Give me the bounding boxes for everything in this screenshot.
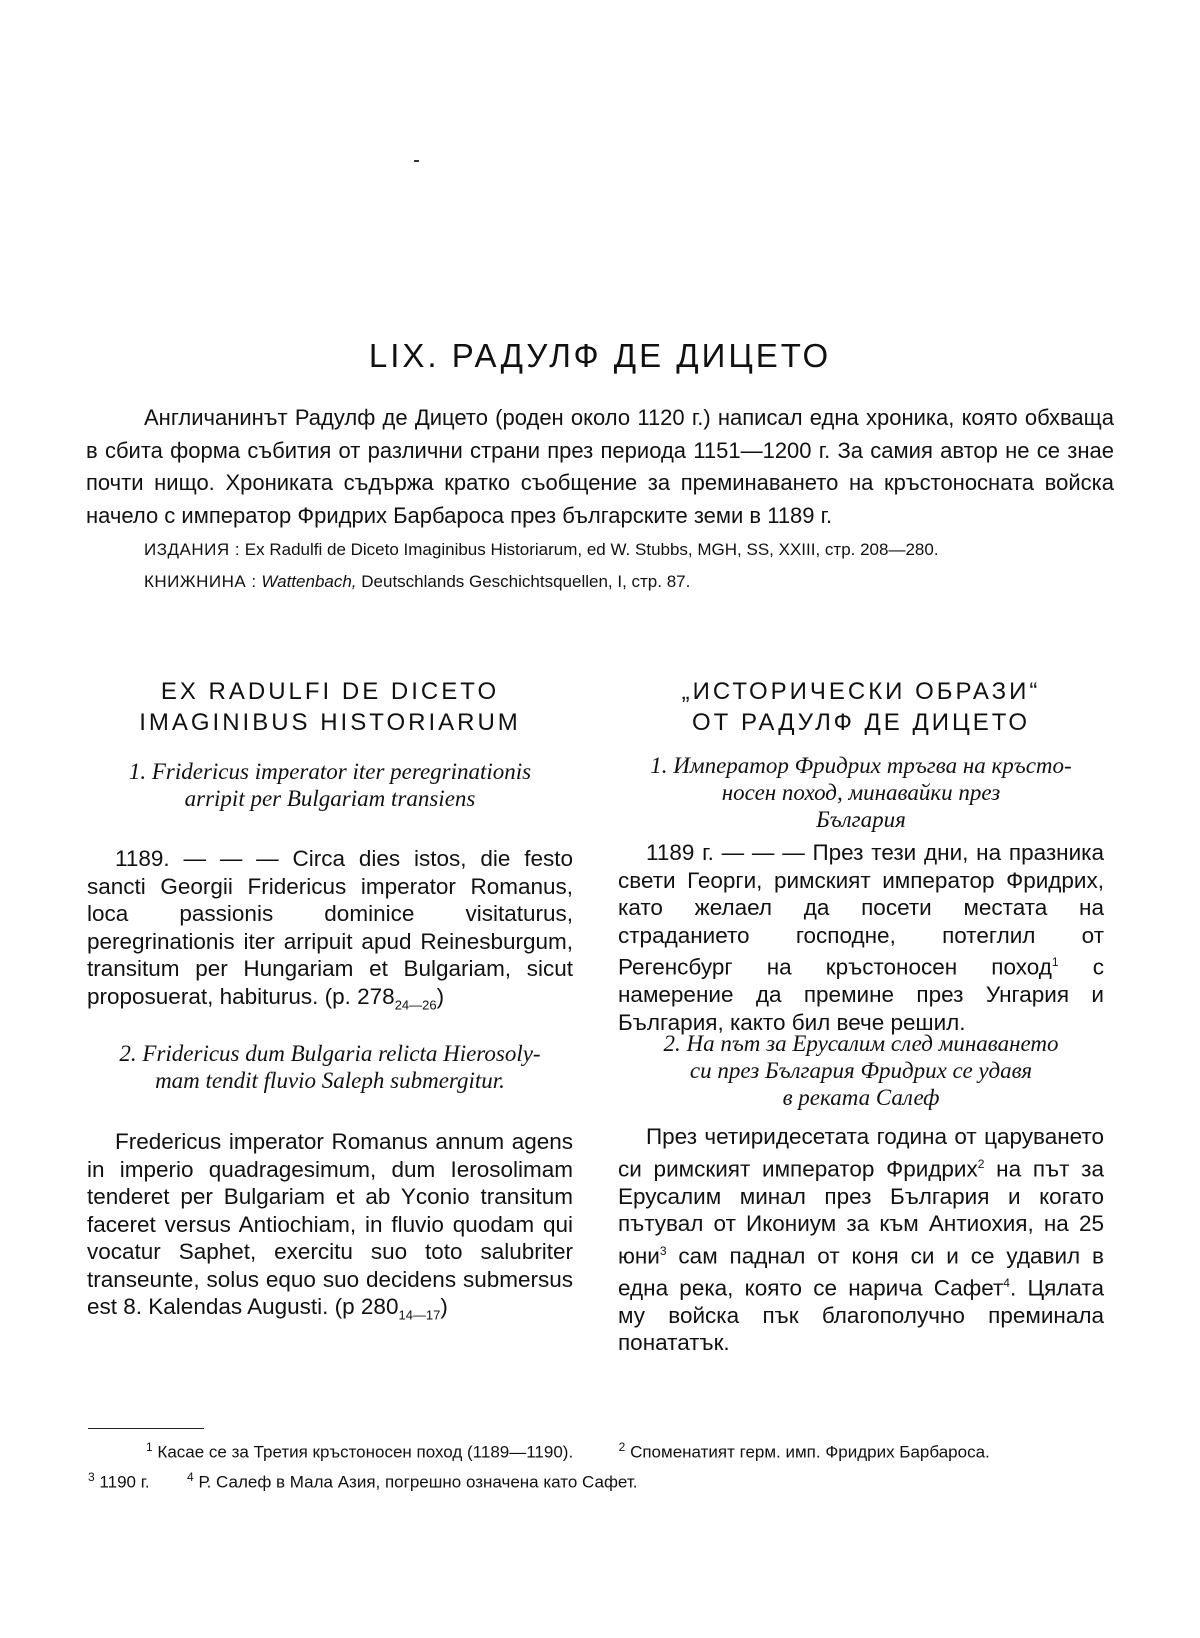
latin-section-2-text xyxy=(87,1128,573,1329)
bulgarian-s2-body-c: сам паднал от коня си и се удавил в една река, която се нарича Сафет xyxy=(618,1243,1104,1300)
latin-s1-number: 1. xyxy=(128,759,147,784)
latin-s2-number: 2. xyxy=(119,1041,137,1066)
latin-s1-head-line1: Fridericus imperator iter peregrinationis xyxy=(151,759,532,784)
footnote-1-number: 1 xyxy=(146,1440,153,1454)
latin-s1-body: 1189. — — — Circa dies istos, die festo sancti Georgii Fridericus imperator Romanus, loca passionis dominice visitaturus, peregrinationis iter arripuit apud Reinesburgum, transitum per Hungariam et Bulgariam, sicut proposuerat, habiturus. (p. 278 xyxy=(87,846,573,1009)
latin-section-2-heading xyxy=(87,1040,573,1094)
footnote-ref-4: 4 xyxy=(1003,1275,1010,1290)
bulgarian-section-1-heading xyxy=(618,752,1104,833)
bulgarian-s2-body-a: През четиридесетата година от царуването си римският император Фридрих xyxy=(618,1124,1104,1181)
bulgarian-s1-head-line3: България xyxy=(816,807,906,832)
footnote-4-text: Р. Салеф в Мала Азия, погрешно означена като Сафет. xyxy=(198,1472,638,1492)
latin-section-1-text xyxy=(87,845,573,1019)
latin-title xyxy=(87,676,573,738)
chapter-title: LIX. РАДУЛФ ДЕ ДИЦЕТО xyxy=(368,337,832,374)
footnote-1-text: Касае се за Третия кръстоносен поход (1189—1190). xyxy=(157,1442,574,1462)
intro-paragraph: Англичанинът Радулф де Дицето (роден около 1120 г.) написал една хроника, която обхваща в сбита форма събития от различни страни през периода 1151—1200 г. За самия автор не се знае почти нищо. Хрониката съдържа кратко съобщение за преминаването на кръстоносната войска начело с император Фридрих Барбароса през българските земи в 1189 г. xyxy=(86,405,1114,528)
latin-s2-ref-close: ) xyxy=(440,1294,448,1319)
footnote-2-text: Споменатият герм. имп. Фридрих Барбароса. xyxy=(630,1442,990,1462)
bulgarian-s2-body-d: . Цялата му войска пък благополучно преминала понататък. xyxy=(618,1275,1104,1355)
latin-section-1-heading xyxy=(87,758,573,812)
chapter-intro xyxy=(86,402,1114,532)
footnote-4-number: 4 xyxy=(187,1469,194,1484)
latin-s2-body: Fredericus imperator Romanus annum agens in imperio quadragesimum, dum Ierosolimam tenderet per Bulgariam et ab Yconio transitum faceret versus Antiochiam, in fluvio quodam qui vocatur Saphet, exercitu suo toto salubriter transeunte, solus equo suo decidens submersus est 8. Kalendas Augusti. (p 280 xyxy=(87,1129,573,1319)
latin-s2-ref: 14—17 xyxy=(398,1307,441,1323)
footnote-ref-1: 1 xyxy=(1051,955,1059,969)
latin-s1-ref-close: ) xyxy=(436,983,445,1009)
bulgarian-section-1-text xyxy=(618,839,1104,1036)
editions-line xyxy=(144,540,1104,560)
bulgarian-title xyxy=(618,676,1104,738)
latin-s1-head-line2: arripit per Bulgariam transiens xyxy=(184,786,476,811)
latin-title-line2: IMAGINIBUS HISTORIARUM xyxy=(139,709,521,736)
literature-author: Wattenbach, xyxy=(261,572,357,591)
literature-label: КНИЖНИНА : xyxy=(144,572,257,591)
bulgarian-s1-body-a: 1189 г. — — — През тези дни, на празника свети Георги, римският император Фридрих, като желаел да посети местата на страданието господне, потеглил от Регенсбург на кръстоносен поход xyxy=(618,840,1104,980)
footnote-3-number: 3 xyxy=(88,1469,95,1484)
bulgarian-title-line1: „ИСТОРИЧЕСКИ ОБРАЗИ“ xyxy=(681,678,1041,705)
footnote-line-1 xyxy=(88,1435,1108,1465)
bulgarian-title-line2: ОТ РАДУЛФ ДЕ ДИЦЕТО xyxy=(691,709,1030,736)
latin-title-line1: EX RADULFI DE DICETO xyxy=(160,678,500,705)
literature-line xyxy=(144,572,1104,592)
latin-column xyxy=(87,676,573,738)
bulgarian-s1-head-line2: носен поход, минавайки през xyxy=(721,780,1001,805)
bulgarian-s1-number: 1. xyxy=(650,753,668,778)
bulgarian-s2-body-b: на път за Ерусалим минал през България и когато пътувал от Икониум за към Антиохия, на 25 юни xyxy=(618,1156,1104,1268)
latin-s1-ref: 24—26 xyxy=(394,997,437,1012)
bulgarian-s1-body-b: с намерение да премине през Унгария и България, както бил вече решил. xyxy=(618,954,1104,1035)
bulgarian-section-2-text xyxy=(618,1123,1104,1357)
footnote-3-text: 1190 г. xyxy=(99,1472,150,1492)
footnote-ref-2: 2 xyxy=(977,1156,985,1171)
latin-s2-head-line2: mam tendit fluvio Saleph submergitur. xyxy=(155,1068,505,1093)
bulgarian-s2-head-line2: си през България Фридрих се удавя xyxy=(689,1058,1033,1083)
footnote-divider xyxy=(88,1428,204,1429)
editions-label: ИЗДАНИЯ : xyxy=(144,540,241,559)
literature-text: Deutschlands Geschichtsquellen, I, стр. 87. xyxy=(361,572,691,591)
footnote-ref-3: 3 xyxy=(659,1243,667,1258)
bulgarian-column xyxy=(618,676,1104,738)
footnotes xyxy=(88,1435,1108,1494)
latin-s2-head-line1: Fridericus dum Bulgaria relicta Hierosoly- xyxy=(142,1041,541,1066)
bulgarian-section-2-heading xyxy=(618,1030,1104,1111)
bulgarian-s1-head-line1: Император Фридрих тръгва на кръсто- xyxy=(673,753,1072,778)
footnote-2-number: 2 xyxy=(618,1440,626,1454)
editions-text: Ex Radulfi de Diceto Imaginibus Historiarum, ed W. Stubbs, MGH, SS, XXIII, стр. 208—280. xyxy=(244,540,939,559)
footnote-line-2 xyxy=(88,1465,1108,1495)
bulgarian-s2-head-line1: На път за Ерусалим след минаването xyxy=(686,1031,1059,1056)
bulgarian-s2-number: 2. xyxy=(663,1031,681,1056)
bulgarian-s2-head-line3: в реката Салеф xyxy=(782,1085,940,1110)
stray-mark xyxy=(414,160,419,162)
